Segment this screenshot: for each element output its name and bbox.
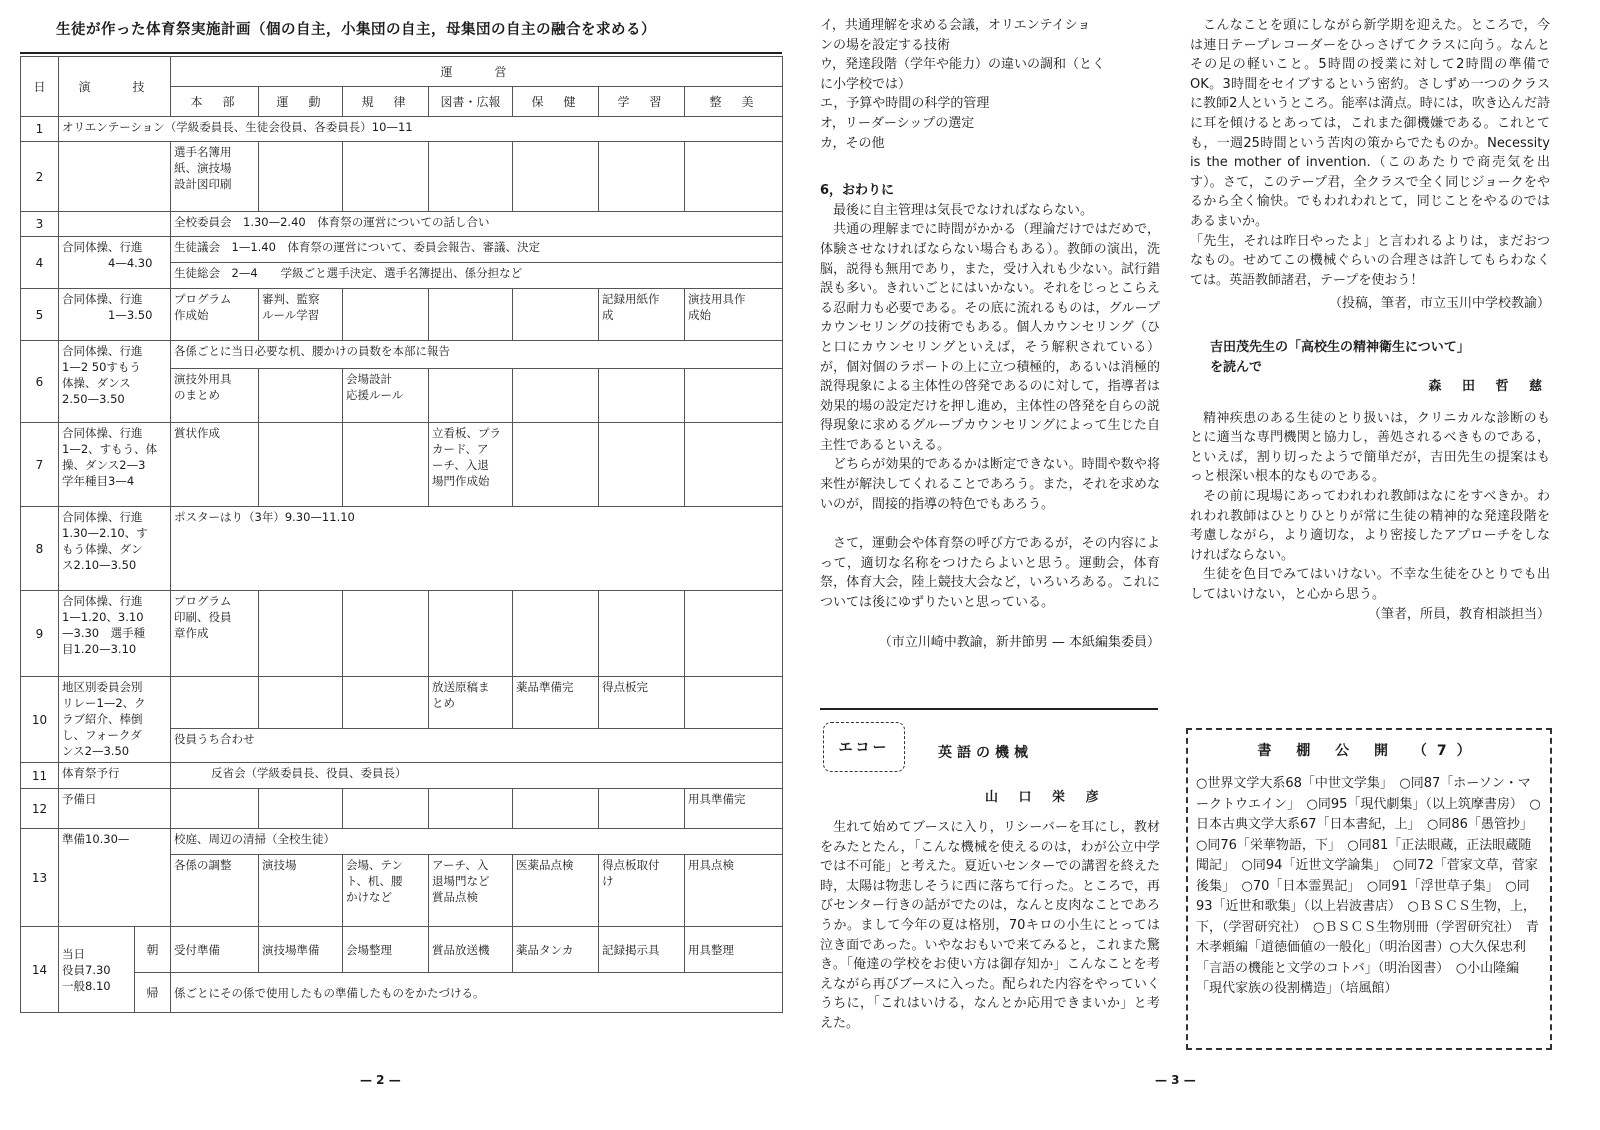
essay-paragraph: 生れて始めてブースに入り，リシーバーを耳にし，教材をみたとたん，「こんな機械を使えるのは，わが公立中学では不可能」と考えた。夏近いセンターでの講習を終えた時，太陽は物悲しそうに西に落ちて行った。ところで，再びセンター行きの話がでたのは，なんと皮肉なことであろうか。まして今年の夏は格別，70キロの小生にとっては泣き面であった。いやなおもいで来てみると，これまた驚き。「俺達の学校をお使い方は御存知か」こんなことを考えながら再びブースに入った。配られた内容をやっていくうちに，「これはいける，なんとか応用できまいか」と考えた。 [820,820,1160,1031]
management-list: イ，共通理解を求める会議，オリエンテイショ ンの場を設定する技術 ウ，発達段階（学年や能力）の違いの調和（とく に小学校では） エ，予算や時間の科学的管理 オ，リーダーシップの選定 カ，その他 [820,18,1105,151]
tosho-cell: 賞品放送機 [429,927,513,973]
empty-cell [343,289,429,341]
section-6-paragraph: さて，運動会や体育祭の呼び方であるが，その内容によって，適切な名称をつけたらよいと思う。運動会，体育祭，体育大会，陸上競技大会など，いろいろある。これについては後にゆずりたいと思っている。 [820,536,1160,611]
table-row [21,763,783,789]
honbu-cell: 演技外用具 のまとめ [171,369,259,423]
undo-cell: 演技場 [259,855,343,927]
morning-label: 朝 [135,927,171,973]
column-2 [1190,16,1550,624]
row-text: 校庭、周辺の清掃（全校生徒） [171,829,783,855]
seibi-cell: 用具準備完 [685,789,783,829]
empty-cell [599,142,685,212]
row-text: 生徒総会 2—4 学級ごと選手決定、選手名簿提出、係分担など [171,263,783,289]
subheader-tosho: 図書・広報 [429,87,513,117]
empty-cell [259,591,343,677]
undo-cell: 審判、監察 ルール学習 [259,289,343,341]
empty-cell [343,677,429,729]
page-title: 生徒が作った体育祭実施計画（個の自主，小集団の自主，母集団の自主の融合を求める） [56,22,656,38]
table-row [21,117,783,142]
empty-cell [599,591,685,677]
empty-cell [343,591,429,677]
day-cell: 2 [21,142,59,212]
essay-paragraph: こんなことを頭にしながら新学期を迎えた。ところで，今は連日テープレコーダーをひっさげてクラスに向う。なんとその足の軽いこと。5時間の授業に対して2時間の準備でOK。3時間をセイブするという密約。さしずめ一つのクラスに教師2人というところ。能率は満点。時には，吹き込んだ詩に耳を傾けるとあっては，これまた御機嫌である。これとても，一週25時間という苦肉の策からでたものか。Necessity is the mother of invention.（このあたりで商売気を出す）。さて，このテープ君，全クラスで全く同じジョークをやるから全く愉快。でもわれわれとて，同じことをやるのではあるまいか。 [1190,18,1550,229]
empty-cell [513,142,599,212]
honbu-cell: 選手名簿用 紙、演技場 設計図印刷 [171,142,259,212]
article-paragraph: 精神疾患のある生徒のとり扱いは，クリニカルな診断のもとに適当な専門機関と協力し，善処されるべきものである，といえば，割り切ったようで簡単だが，吉田先生の提案はもっと根深い根本的なものである。 [1190,410,1550,485]
day-cell: 5 [21,289,59,341]
event-cell: 予備日 [59,789,171,829]
event-cell: 合同体操、行進 4—4.30 [59,237,171,289]
empty-cell [599,423,685,507]
honbu-cell: プログラム 印刷、役員 章作成 [171,591,259,677]
empty-cell [685,369,783,423]
subheader-gakushu: 学 習 [599,87,685,117]
section-divider [820,708,1158,710]
section-6-paragraph: 共通の理解までに時間がかかる（理論だけではだめで，体験させなければならない場合もある）。教師の演出，洗脳，説得も無用であり，また，受け入れも少ない。試行錯誤も多い。きれいごとにはいかない。それをじっとこらえる忍耐力も必要である。その底に流れるものは，グループカウンセリングの技術でもある。個人カウンセリング（ひと口にカウンセリングといえば，そう解釈されている）が，個対個のラポートの上に立つ積極的，あるいは消極的説得現象による主体性の啓発であるのに対して，指導者は効果的場の設定だけを押し進め，主体性の啓発を自らの説得現象に求めるグループカウンセリングによって生じた自主性であるといえる。 [820,222,1160,453]
empty-cell [513,369,599,423]
empty-cell [685,591,783,677]
tosho-cell: 放送原稿ま とめ [429,677,513,729]
empty-cell [685,142,783,212]
section-6-paragraph: どちらが効果的であるかは断定できない。時間や数や将来性が解決してくれることであろう。また，それを求めないのが，間接的指導の特色でもあろう。 [820,457,1160,512]
column-1 [820,16,1160,652]
left-page [0,0,790,1130]
empty-cell [685,423,783,507]
table-row [21,973,783,1013]
header-row [21,57,783,87]
table-row [21,212,783,237]
header-day: 日 [21,57,59,117]
row-text: 反省会（学級委員長、役員、委員長） [171,763,783,789]
evening-label: 帰 [135,973,171,1013]
day-cell: 3 [21,212,59,237]
table-row [21,341,783,369]
day-cell: 1 [21,117,59,142]
table-row [21,677,783,729]
empty-cell [343,423,429,507]
page-number-left: — 2 — [360,1073,401,1087]
empty-cell [513,423,599,507]
section-6-heading: 6，おわりに [820,183,895,199]
day-cell: 8 [21,507,59,591]
table-row [21,829,783,855]
event-cell: 合同体操、行進 1—3.50 [59,289,171,341]
empty-cell [429,789,513,829]
empty-cell [599,789,685,829]
empty-cell [259,369,343,423]
event-cell: 合同体操、行進 1—2、すもう、体 操、ダンス2—3 学年種目3—4 [59,423,171,507]
author-signature: （市立川崎中教諭，新井節男 — 本紙編集委員） [878,634,1160,650]
article-title: 吉田茂先生の「高校生の精神衛生について」 [1210,339,1470,355]
seibi-cell: 用具点検 [685,855,783,927]
event-cell: 体育祭予行 [59,763,171,789]
empty-cell [685,677,783,729]
seibi-cell: 用具整理 [685,927,783,973]
empty-cell [171,677,259,729]
subheader-honbu: 本 部 [171,87,259,117]
day-cell: 14 [21,927,59,1013]
day-cell: 6 [21,341,59,423]
honbu-cell: 賞状作成 [171,423,259,507]
row-text: 生徒議会 1—1.40 体育祭の運営について、委員会報告、審議、決定 [171,237,783,263]
event-cell: 当日 役員7.30 一般8.10 [59,927,135,1013]
gakushu-cell: 記録掲示具 [599,927,685,973]
day-cell: 9 [21,591,59,677]
event-cell: 準備10.30— [59,829,171,927]
article-paragraph: 生徒を色目でみてはいけない。不幸な生徒をひとりでも出してはいけない，と心から思う。 [1190,567,1550,603]
undo-cell: 演技場準備 [259,927,343,973]
empty-cell [259,423,343,507]
bookshelf-list: ○世界文学大系68「中世文学集」 ○同87「ホーソン・マークトウエイン」 ○同95「現代劇集」（以上筑摩書房） ○日本古典文学大系67「日本書紀，上」 ○同86「愚管抄」 ○同76「栄華物語，下」 ○同81「正法眼蔵，正法眼蔵随聞記」 ○同94「近世文学論集」 ○同72「菅家文草，菅家後集」 ○70「日本霊異記」 ○同91「浮世草子集」 ○同93「近世和歌集」（以上岩波書店） ○ＢＳＣＳ生物，上，下，（学習研究社） ○ＢＳＣＳ生物別冊（学習研究社） 青木孝頼編「道徳価値の一般化」（明治図書）○大久保忠利「言語の機能と文学のコトバ」（明治図書） ○小山隆編「現代家族の役割構造」（培風館） [1196,776,1541,996]
gakushu-cell: 記録用紙作 成 [599,289,685,341]
row-text: ポスターはり（3年）9.30—11.10 [171,507,783,591]
gakushu-cell: 得点板取付 け [599,855,685,927]
empty-cell [343,142,429,212]
event-cell: 合同体操、行進 1—1.20、3.10 —3.30 選手種 目1.20—3.10 [59,591,171,677]
table-row [21,591,783,677]
row-text: 係ごとにその係で使用したもの準備したものをかたづける。 [171,973,783,1013]
empty-cell [513,591,599,677]
essay-paragraph: 「先生，それは昨日やったよ」と言われるよりは，まだおつなもの。せめてこの機械ぐらいの合理さは許してもらわなくては。英語教師諸君，テープを使おう！ [1190,233,1550,288]
day-cell: 4 [21,237,59,289]
empty-cell [429,289,513,341]
table-row [21,237,783,263]
empty-cell [259,677,343,729]
event-cell: 合同体操、行進 1—2 50すもう 体操、ダンス 2.50—3.50 [59,341,171,423]
honbu-cell: 受付準備 [171,927,259,973]
event-cell [59,142,171,212]
author-signature: （投稿，筆者，市立玉川中学校教諭） [1328,296,1550,312]
empty-cell [429,142,513,212]
article-author: 森 田 哲 慈 [1428,379,1550,395]
author-signature: （筆者，所員，教育相談担当） [1367,606,1550,622]
kiritsu-cell: 会場、テン ト、机、腰 かけなど [343,855,429,927]
row-text: 全校委員会 1.30—2.40 体育祭の運営についての話し合い [171,212,783,237]
kiritsu-cell: 会場設計 応援ルール [343,369,429,423]
header-event: 演 技 [59,57,171,117]
day-cell: 10 [21,677,59,763]
event-cell [59,212,171,237]
honbu-cell: 各係の調整 [171,855,259,927]
kiritsu-cell: 会場整理 [343,927,429,973]
empty-cell [171,789,259,829]
event-cell: 合同体操、行進 1.30—2.10、す もう体操、ダン ス2.10—3.50 [59,507,171,591]
table-row [21,927,783,973]
table-row [21,507,783,591]
table-row [21,142,783,212]
page-number-right: — 3 — [1155,1073,1196,1087]
row-text: 各係ごとに当日必要な机、腰かけの員数を本部に報告 [171,341,783,369]
tosho-cell: アーチ、入 退場門など 賞品点検 [429,855,513,927]
table-row [21,789,783,829]
empty-cell [513,789,599,829]
title-rule [20,52,782,54]
subheader-hoken: 保 健 [513,87,599,117]
empty-cell [259,142,343,212]
hoken-cell: 薬品準備完 [513,677,599,729]
empty-cell [259,789,343,829]
day-cell: 11 [21,763,59,789]
table-row [21,423,783,507]
honbu-cell: プログラム 作成始 [171,289,259,341]
seibi-cell: 演技用具作 成始 [685,289,783,341]
row-text: 役員うち合わせ [171,729,783,763]
subheader-seibi: 整 美 [685,87,783,117]
day-cell: 7 [21,423,59,507]
article-paragraph: その前に現場にあってわれわれ教師はなにをすべきか。われわれ教師はひとりひとりが常に生徒の精神的な発達段階を考慮しながら，より適切な，より密接したアプローチをしなければならない。 [1190,489,1550,563]
empty-cell [429,591,513,677]
event-cell: 地区別委員会別 リレー1—2、ク ラブ紹介、棒倒 し、フォークダ ンス2—3.50 [59,677,171,763]
empty-cell [599,369,685,423]
header-manage: 運 営 [171,57,783,87]
section-6-paragraph: 最後に自主管理は気長でなければならない。 [833,202,1094,218]
day-cell: 12 [21,789,59,829]
day-cell: 13 [21,829,59,927]
essay-author: 山 口 栄 彦 [985,790,1107,805]
empty-cell [429,369,513,423]
essay-body [820,818,1160,1034]
hoken-cell: 医薬品点検 [513,855,599,927]
bookshelf-title: 書 棚 公 開 （7） [1257,743,1481,759]
hoken-cell: 薬品タンカ [513,927,599,973]
plan-table [20,56,783,1013]
tosho-cell: 立看板、プラ カード、ア ーチ、入退 場門作成始 [429,423,513,507]
bookshelf-box [1186,728,1552,1050]
essay-title: 英語の機械 [938,745,1033,761]
subheader-undo: 運 動 [259,87,343,117]
row-text: オリエンテーション（学級委員長、生徒会役員、各委員長）10—11 [59,117,783,142]
empty-cell [513,289,599,341]
gakushu-cell: 得点板完 [599,677,685,729]
subheader-kiritsu: 規 律 [343,87,429,117]
article-title-line2: を読んで [1210,359,1263,375]
table-row [21,289,783,341]
empty-cell [343,789,429,829]
echo-label: エコー [823,722,905,772]
